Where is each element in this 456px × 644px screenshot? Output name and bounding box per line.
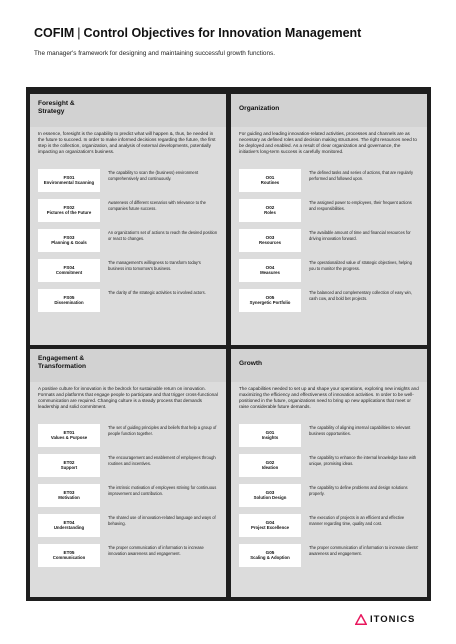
objective-row <box>239 289 419 319</box>
quadrant-growth <box>231 349 427 597</box>
objective-description: The capability of aligning internal capabilities to relevant business opportunities. <box>309 425 411 436</box>
objective-description: The assigned power to employees, their frequent actions and responsibilities. <box>309 200 412 211</box>
triangle-logo-icon <box>355 614 367 625</box>
objective-description: The shared use of innovation-related language and ways of behaving. <box>108 515 216 526</box>
objective-row <box>38 259 218 289</box>
objective-row <box>38 544 218 574</box>
logo-wordmark: ITONICS <box>370 614 416 625</box>
quadrant-description: For guiding and leading innovation-related activities, processes and channels are as necessary as defined roles and decision making structures. The right resources need to be deployed and enabled. As a result of clear organization and governance, the initiative's long-term success is carefully monitored. <box>239 131 417 155</box>
objective-description: The operationalized value of strategic objectives, helping you to monitor the progress. <box>309 260 412 271</box>
objective-description: The proper communication of information to increase clients' awareness and engagement. <box>309 545 419 556</box>
quadrant-foresight-strategy <box>30 94 226 345</box>
objective-badge: O04 Measures <box>239 259 301 282</box>
objective-row <box>239 169 419 199</box>
objective-badge: FS03 Planning & Goals <box>38 229 100 252</box>
objective-badge: G05 Scaling & Adoption <box>239 544 301 567</box>
quadrant-title: Growth <box>231 349 427 382</box>
objective-description: The clarity of the strategic activities to involved actors. <box>108 290 206 295</box>
objective-row <box>38 454 218 484</box>
objective-description: Awareness of different scenarios with relevance to the companies future success. <box>108 200 206 211</box>
objective-badge: G02 Ideation <box>239 454 301 477</box>
objective-badge: FS05 Dissemination <box>38 289 100 312</box>
quadrant-title: Foresight & Strategy <box>30 94 226 127</box>
objective-row <box>38 199 218 229</box>
objective-badge: O03 Resources <box>239 229 301 252</box>
objective-description: The management's willingness to transform today's business into tomorrow's business. <box>108 260 201 271</box>
objective-row <box>38 424 218 454</box>
objective-description: The available amount of time and financial resources for driving innovation forward. <box>309 230 411 241</box>
objective-description: The capability to enhance the internal knowledge base with unique, promising ideas. <box>309 455 417 466</box>
objective-description: The balanced and complementary collection of easy win, cash cow, and bold bet projects. <box>309 290 412 301</box>
objective-row <box>239 259 419 289</box>
objective-badge: ET04 Understanding <box>38 514 100 537</box>
objective-badge: FS02 Pictures of the Future <box>38 199 100 222</box>
objective-badge: FS01 Environmental Scanning <box>38 169 100 192</box>
objective-row <box>239 484 419 514</box>
quadrant-title: Organization <box>231 94 427 127</box>
objective-description: The proper communication of information to increase innovation awareness and engagement. <box>108 545 204 556</box>
quadrant-description: The capabilities needed to set up and shape your operations, exploring new insights and maximizing the efficiency and effectiveness of innovation activities. In order to be well-positioned in the future, organizations need to bring up new applications that meet or raise considerable future demands. <box>239 386 419 410</box>
page-title <box>34 26 434 40</box>
objective-badge: O01 Routines <box>239 169 301 192</box>
objective-description: The capability to define problems and design solutions properly. <box>309 485 408 496</box>
objective-row <box>239 229 419 259</box>
objective-description: An organization's set of actions to reach the desired position or react to changes. <box>108 230 218 241</box>
objective-badge: ET02 Support <box>38 454 100 477</box>
page-header <box>34 26 434 57</box>
framework-board <box>26 87 431 601</box>
objective-row <box>38 514 218 544</box>
page-subtitle: The manager's framework for designing and maintaining successful growth functions. <box>34 50 275 57</box>
objective-badge: O02 Roles <box>239 199 301 222</box>
itonics-logo <box>355 614 415 625</box>
quadrant-organization <box>231 94 427 345</box>
quadrant-description: In essence, foresight is the capability to predict what will happen &, thus, be needed in the future to succeed. In order to make informed decisions regarding the future, the first step is the collection, organization, and analysis of external developments, potentially impacting an organization's business. <box>38 131 216 155</box>
quadrant-title: Engagement & Transformation <box>30 349 226 382</box>
objective-description: The capability to scan the (business) environment comprehensively and continuously. <box>108 170 199 181</box>
brand-name: COFIM <box>34 26 75 40</box>
objective-badge: G04 Project Excellence <box>239 514 301 537</box>
objective-description: The set of guiding principles and beliefs that help a group of people function together. <box>108 425 217 436</box>
objective-row <box>239 424 419 454</box>
objective-badge: ET01 Values & Purpose <box>38 424 100 447</box>
objective-badge: FS04 Commitment <box>38 259 100 282</box>
objective-row <box>239 199 419 229</box>
objective-row <box>38 229 218 259</box>
title-text: Control Objectives for Innovation Management <box>83 26 362 40</box>
objective-badge: G01 Insights <box>239 424 301 447</box>
title-separator: | <box>77 26 81 40</box>
objective-description: The intrinsic motivation of employees striving for continuous improvement and contribution. <box>108 485 217 496</box>
objective-row <box>239 454 419 484</box>
objective-badge: O05 Synergetic Portfolio <box>239 289 301 312</box>
objective-badge: ET03 Motivation <box>38 484 100 507</box>
objective-row <box>239 514 419 544</box>
objective-badge: ET05 Communication <box>38 544 100 567</box>
objective-row <box>38 289 218 319</box>
quadrant-engagement-transformation <box>30 349 226 597</box>
objective-description: The defined tasks and series of actions, that are regularly performed and followed upon. <box>309 170 413 181</box>
objective-row <box>38 484 218 514</box>
objective-row <box>38 169 218 199</box>
objective-description: The execution of projects in an efficient and effective manner regarding time, quality and cost. <box>309 515 405 526</box>
objective-badge: G03 Solution Design <box>239 484 301 507</box>
quadrant-description: A positive culture for innovation is the bedrock for sustainable return on innovation. Formats and platforms that engage people to participate and that trigger cross-functional communication are required. Changing culture is a steady process that demands leadership and solid commitment. <box>38 386 218 410</box>
objective-description: The encouragement and enablement of employees through routines and incentives. <box>108 455 216 466</box>
objective-row <box>239 544 419 574</box>
